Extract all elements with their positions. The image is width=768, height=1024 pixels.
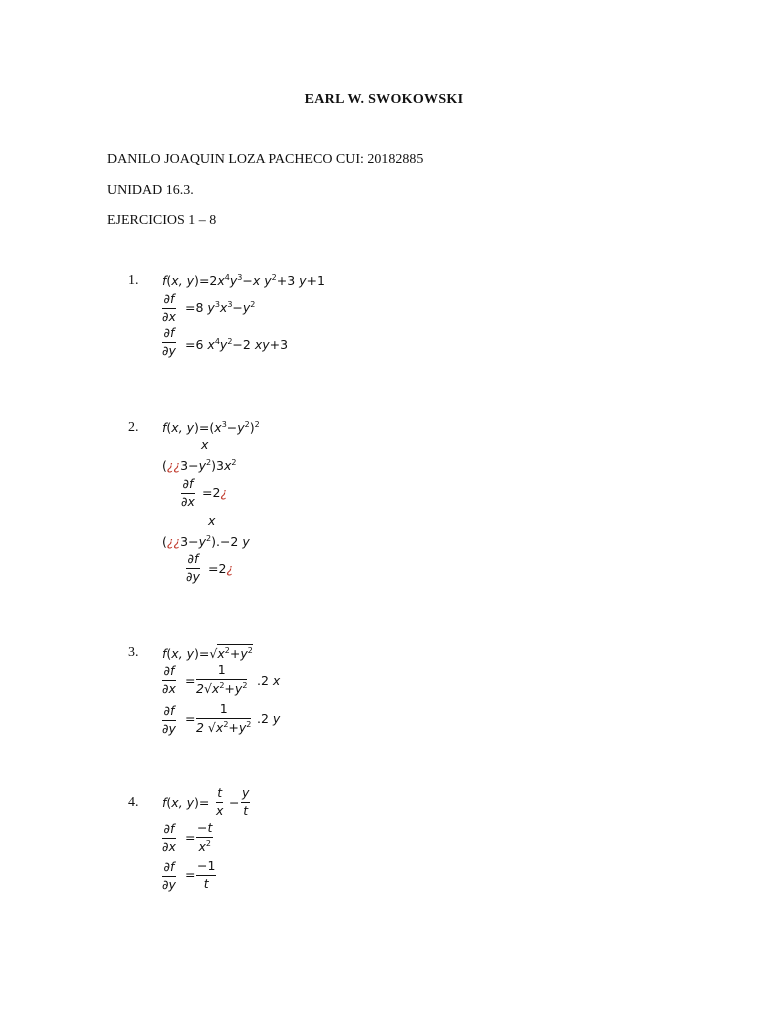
minus-sign: − [229,795,240,810]
fraction-numerator: ∂f [162,823,176,839]
equals-sign: = [185,867,196,882]
fraction-denominator: ∂x [162,838,176,854]
fraction-numerator: ∂f [162,293,176,309]
fraction-numerator: ∂f [181,478,195,494]
partial-x-fraction [162,823,176,853]
fraction-numerator: ∂f [162,861,176,877]
exercise-2-step-2: $(¿¿3-y^2).-2$ y [162,534,250,549]
exercise-3-dfdy-tail: .2 y [257,711,281,726]
fraction-numerator: ∂f [186,553,200,569]
partial-y-fraction [162,705,176,735]
equals-sign: = [185,711,196,726]
exercise-4-term-y-over-t: $\frac{y}{t}$ [242,785,250,818]
partial-x-fraction [181,478,195,508]
fraction-denominator: ∂y [162,342,176,358]
exercise-number: 3. [128,645,139,660]
fraction-denominator: ∂y [162,876,176,892]
fraction-denominator: ∂y [186,568,200,584]
exercise-3-dfdx-fraction: $\frac{1}{2√x^2+y^2}$ [196,662,248,696]
partial-y-fraction [186,553,200,583]
subscript-x: x [201,437,209,452]
fraction-denominator: ∂y [162,720,176,736]
unit-line: UNIDAD 16.3. [107,183,194,198]
partial-x-fraction [162,665,176,695]
equals-sign: = [185,830,196,845]
exercise-4-dfdy-fraction: $\frac{-1}{t}$ [197,858,216,891]
partial-y-fraction [162,861,176,891]
fraction-numerator: ∂f [162,705,176,721]
exercise-3-dfdx-tail: .2 x [257,673,281,688]
fraction-numerator: ∂f [162,665,176,681]
exercise-number: 1. [128,273,139,288]
subscript-x: x [208,513,216,528]
exercise-1-dfdx: =8 $y^3x^3-y^2$ [185,300,256,315]
exercise-4-function-lhs: f(x, y)= [162,795,210,810]
partial-y-fraction [162,327,176,357]
exercise-3-function: f(x, $y)=√x^2+y^2$ [162,646,253,661]
exercise-2-function: f(x, $y)=(x^3-y^2)^2$ [162,420,260,435]
fraction-denominator: ∂x [181,493,195,509]
exercise-4-term-t-over-x: $\frac{t}{x}$ [216,785,224,818]
exercise-number: 2. [128,420,139,435]
fraction-denominator: ∂x [162,680,176,696]
fraction-denominator: ∂x [162,308,176,324]
exercises-line: EJERCICIOS 1 – 8 [107,213,217,228]
exercise-2-dfdx: =2¿ [202,485,228,500]
equals-sign: = [185,673,196,688]
exercise-2-step-1: $(¿¿3-y^2)3x^2$ [162,458,237,473]
fraction-numerator: ∂f [162,327,176,343]
exercise-4-dfdx-fraction: $\frac{-t}{x^2}$ [197,820,213,854]
document-title: EARL W. SWOKOWSKI [304,92,464,107]
student-line: DANILO JOAQUIN LOZA PACHECO CUI: 20182885 [107,152,424,167]
exercise-1-function [162,274,325,288]
exercise-2-dfdy: =2¿ [208,561,234,576]
formula-text: f(x, $y)=2x^4y^3-x$ $y^2+3$ y+1 [162,273,325,288]
partial-x-fraction [162,293,176,323]
exercise-1-dfdy: =6 $x^4y^2-2$ xy+3 [185,337,289,352]
exercise-number: 4. [128,795,139,810]
exercise-3-dfdy-fraction: $\frac{1}{2 √x^2+y^2}$ [196,701,252,735]
